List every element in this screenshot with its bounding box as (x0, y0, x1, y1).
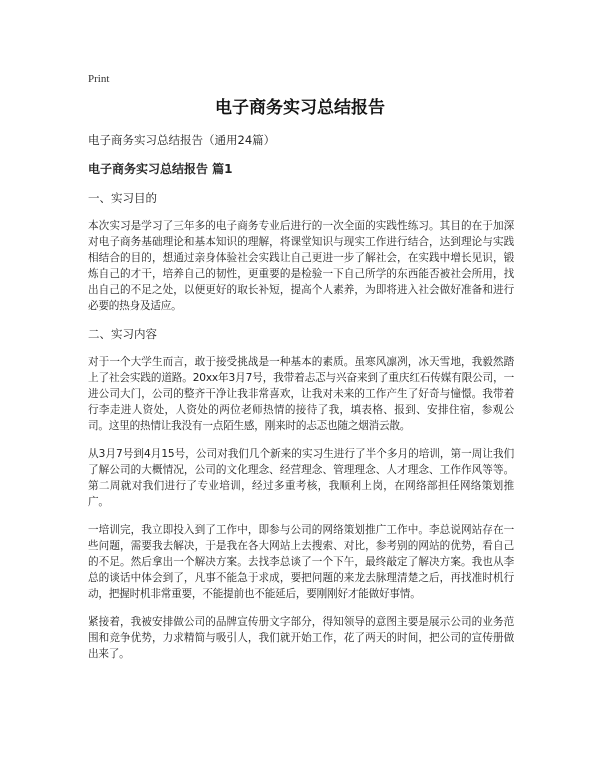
section-heading-purpose: 一、实习目的 (88, 191, 157, 205)
section-heading-content: 二、实习内容 (88, 327, 157, 341)
print-link[interactable]: Print (88, 73, 110, 85)
paragraph-content-2: 从3月7号到4月15号，公司对我们几个新来的实习生进行了半个多月的培训，第一周让我们了解公司的大概情况，公司的文化理念、经营理念、管理理念、人才理念、工作作风等等。第二周就对我们进行了专业培训，经过多重考核，我顺利上岗，在网络部担任网络策划推广。 (88, 448, 514, 508)
article-heading: 电子商务实习总结报告 篇1 (88, 162, 233, 176)
paragraph-content-4: 紧接着，我被安排做公司的品牌宣传册文字部分，得知领导的意图主要是展示公司的业务范围和竞争优势，力求精简与吸引人，我们就开始工作，花了两天的时间，把公司的宣传册做出来了。 (88, 616, 514, 660)
document-title: 电子商务实习总结报告 (215, 98, 385, 118)
paragraph-purpose: 本次实习是学习了三年多的电子商务专业后进行的一次全面的实践性练习。其目的在于加深对电子商务基础理论和基本知识的理解，将课堂知识与现实工作进行结合，达到理论与实践相结合的目的，想通过亲身体验社会实践让自己更进一步了解社会，在实践中增长见识，锻炼自己的才干，培养自己的韧性，更重要的是检验一下自己所学的东西能否被社会所用，找出自己的不足之处，以便更好的取长补短，提高个人素养，为即将进入社会做好准备和进行必要的热身及适应。 (88, 220, 514, 312)
paragraph-content-1: 对于一个大学生而言，敢于接受挑战是一种基本的素质。虽寒风凛冽，冰天雪地，我毅然踏上了社会实践的道路。20xx年3月7号，我带着忐忑与兴奋来到了重庆红石传媒有限公司，一进公司大门，公司的整齐干净让我非常喜欢，让我对未来的工作产生了好奇与憧憬。我带着行李走进人资处，人资处的两位老师热情的接待了我，填表格、报到、安排住宿，参观公司。这里的热情让我没有一点陌生感，刚来时的忐忑也随之烟消云散。 (88, 356, 514, 432)
paragraph-content-3: 一培训完，我立即投入到了工作中，即参与公司的网络策划推广工作中。李总说网站存在一些问题，需要我去解决，于是我在各大网站上去搜索、对比，参考别的网站的优势，看自己的不足。然后拿出一个解决方案。去找李总谈了一个下午，最终敲定了解决方案。我也从李总的谈话中体会到了，凡事不能急于求成，要把问题的来龙去脉理清楚之后，再找准时机行动，把握时机非常重要，不能提前也不能延后，要刚刚好才能做好事情。 (88, 524, 514, 600)
document-body (88, 132, 514, 674)
document-subtitle: 电子商务实习总结报告（通用24篇） (88, 133, 276, 147)
